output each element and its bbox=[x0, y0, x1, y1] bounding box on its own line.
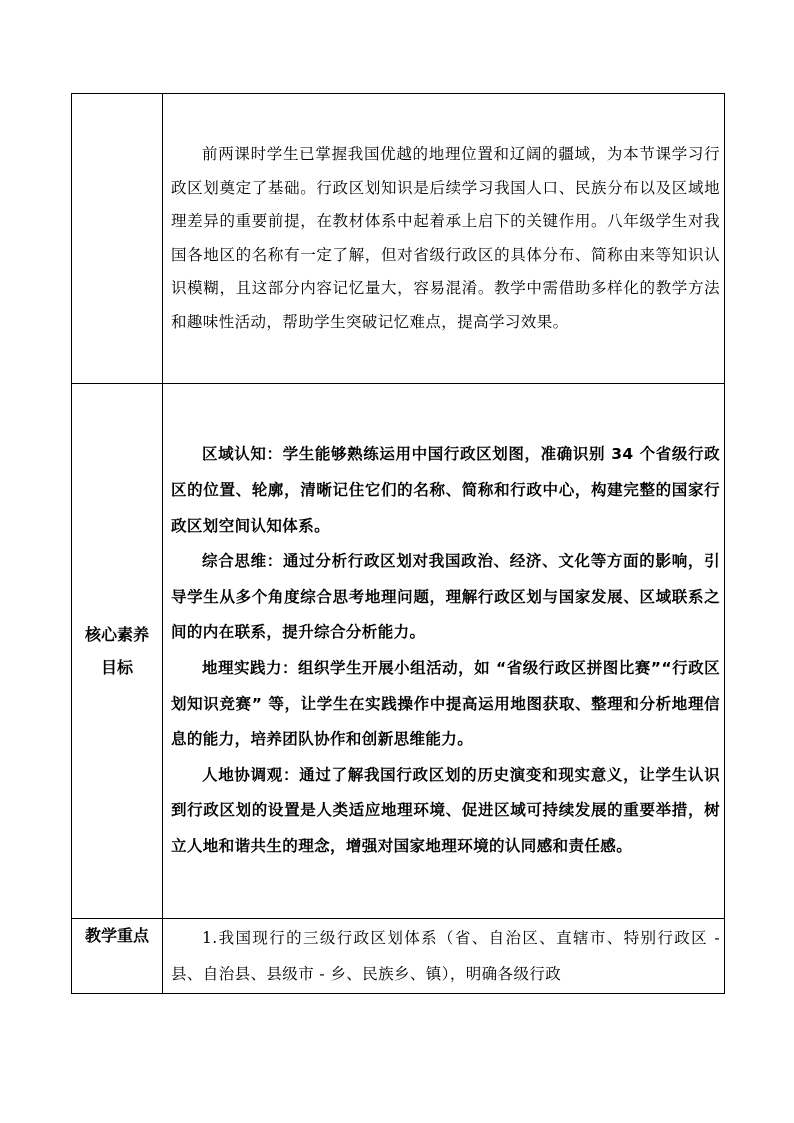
goal-integrated-thinking: 综合思维：通过分析行政区划对我国政治、经济、文化等方面的影响，引导学生从多个角度综合思考地理问题，理解行政区划与国家发展、区域联系之间的内在联系，提升综合分析能力。 bbox=[171, 552, 720, 642]
analysis-content bbox=[163, 94, 725, 384]
core-goals-label-line1: 核心素养 bbox=[84, 625, 149, 644]
core-goals-row bbox=[72, 384, 725, 919]
analysis-row bbox=[72, 94, 725, 384]
key-points-content bbox=[163, 919, 725, 994]
core-goals-label bbox=[72, 384, 163, 919]
goal-human-land-harmony: 人地协调观：通过了解我国行政区划的历史演变和现实意义，让学生认识到行政区划的设置是人类适应地理环境、促进区域可持续发展的重要举措，树立人地和谐共生的理念，增强对国家地理环境的认同感和责任感。 bbox=[171, 765, 720, 855]
key-points-paragraph: 1.我国现行的三级行政区划体系（省、自治区、直辖市、特别行政区 - 县、自治县、县级市 - 乡、民族乡、镇），明确各级行政 bbox=[171, 929, 720, 983]
analysis-paragraph: 前两课时学生已掌握我国优越的地理位置和辽阔的疆域，为本节课学习行政区划奠定了基础。行政区划知识是后续学习我国人口、民族分布以及区域地理差异的重要前提，在教材体系中起着承上启下的关键作用。八年级学生对我国各地区的名称有一定了解，但对省级行政区的具体分布、简称由来等知识认识模糊，且这部分内容记忆量大，容易混淆。教学中需借助多样化的教学方法和趣味性活动，帮助学生突破记忆难点，提高学习效果。 bbox=[171, 145, 720, 331]
key-points-row bbox=[72, 919, 725, 994]
key-points-label: 教学重点 bbox=[72, 919, 163, 994]
core-goals-label-line2: 目标 bbox=[100, 658, 133, 677]
goal-geographic-practice: 地理实践力：组织学生开展小组活动，如 “省级行政区拼图比赛”“行政区划知识竞赛” 等，让学生在实践操作中提高运用地图获取、整理和分析地理信息的能力，培养团队协作和创新思维能力。 bbox=[171, 659, 720, 749]
analysis-label bbox=[72, 94, 163, 384]
core-goals-content bbox=[163, 384, 725, 919]
goal-regional-cognition: 区域认知：学生能够熟练运用中国行政区划图，准确识别 34 个省级行政区的位置、轮廓，清晰记住它们的名称、简称和行政中心，构建完整的国家行政区划空间认知体系。 bbox=[171, 445, 720, 535]
lesson-plan-table bbox=[71, 93, 725, 994]
